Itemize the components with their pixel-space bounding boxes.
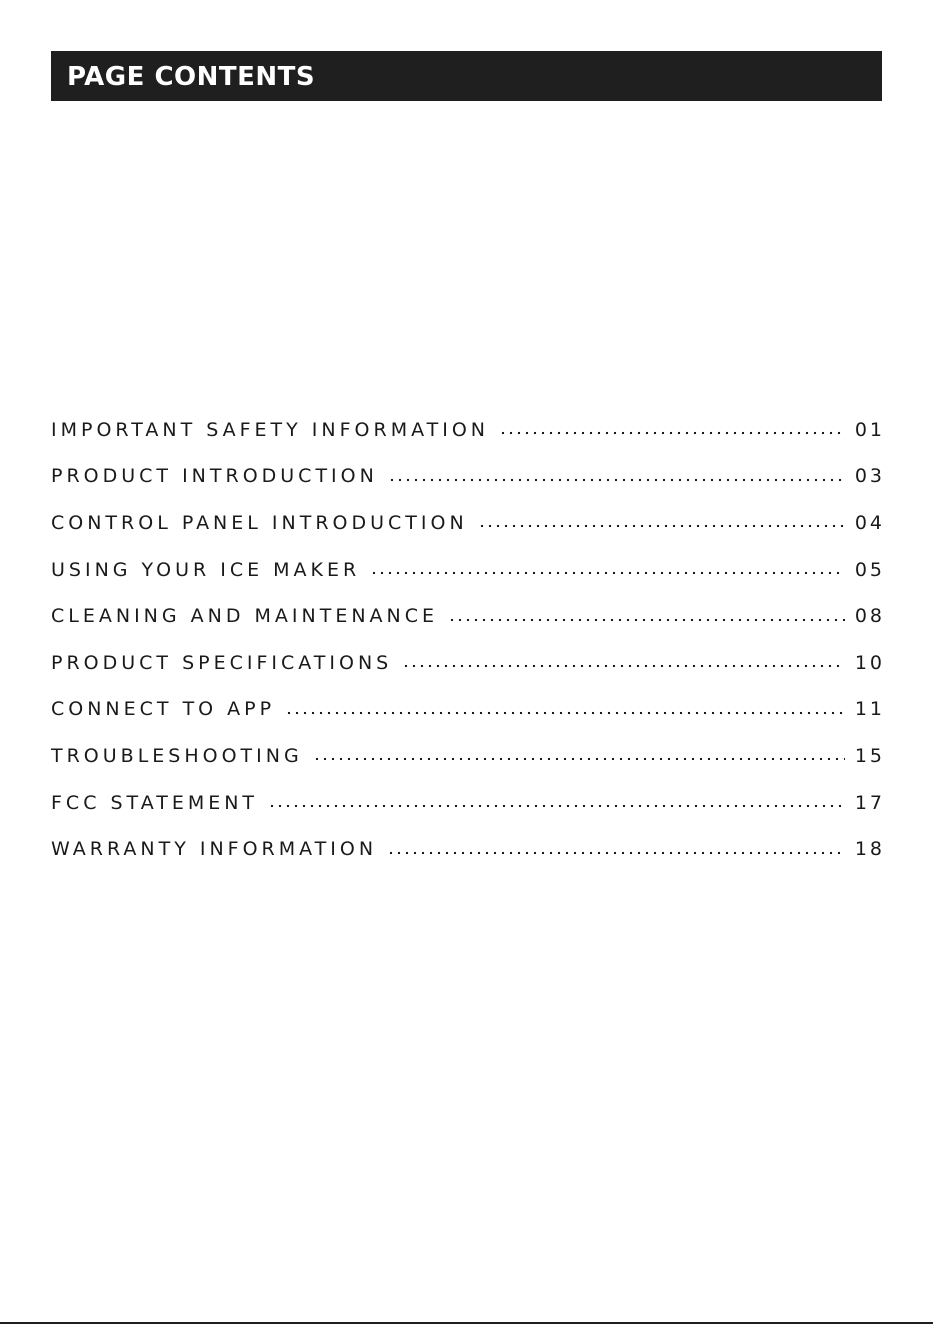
toc-entry-title: IMPORTANT SAFETY INFORMATION bbox=[51, 418, 490, 441]
toc-entry-product-specifications[interactable] bbox=[51, 640, 885, 687]
toc-entry-page-number: 11 bbox=[854, 698, 885, 721]
toc-entry-title: PRODUCT INTRODUCTION bbox=[51, 465, 378, 488]
toc-entry-connect-to-app[interactable] bbox=[51, 687, 885, 734]
toc-entry-page-number: 03 bbox=[854, 465, 885, 488]
toc-entry-title: USING YOUR ICE MAKER bbox=[51, 558, 361, 581]
dot-leader bbox=[402, 664, 845, 668]
dot-leader bbox=[388, 478, 845, 482]
toc-entry-title: PRODUCT SPECIFICATIONS bbox=[51, 651, 393, 674]
dot-leader bbox=[268, 804, 845, 808]
toc-entry-using-your-ice-maker[interactable] bbox=[51, 547, 885, 594]
dot-leader bbox=[285, 711, 845, 715]
toc-entry-product-introduction[interactable] bbox=[51, 454, 885, 501]
toc-entry-title: CONNECT TO APP bbox=[51, 698, 276, 721]
toc-entry-page-number: 05 bbox=[854, 558, 885, 581]
toc-entry-warranty-information[interactable] bbox=[51, 826, 885, 873]
toc-entry-page-number: 18 bbox=[854, 838, 885, 861]
toc-entry-fcc-statement[interactable] bbox=[51, 780, 885, 827]
toc-entry-control-panel-introduction[interactable] bbox=[51, 500, 885, 547]
toc-entry-page-number: 15 bbox=[854, 744, 885, 767]
toc-entry-cleaning-and-maintenance[interactable] bbox=[51, 593, 885, 640]
toc-entry-page-number: 01 bbox=[854, 418, 885, 441]
toc-entry-page-number: 17 bbox=[854, 791, 885, 814]
toc-entry-troubleshooting[interactable] bbox=[51, 733, 885, 780]
toc-entry-title: CONTROL PANEL INTRODUCTION bbox=[51, 511, 468, 534]
toc-entry-page-number: 08 bbox=[854, 605, 885, 628]
dot-leader bbox=[370, 571, 845, 575]
page-contents-header bbox=[51, 51, 882, 101]
toc-entry-title: FCC STATEMENT bbox=[51, 791, 259, 814]
toc-entry-page-number: 04 bbox=[854, 511, 885, 534]
toc-entry-important-safety-information[interactable] bbox=[51, 407, 885, 454]
page-title: PAGE CONTENTS bbox=[67, 62, 316, 92]
toc-entry-title: WARRANTY INFORMATION bbox=[51, 838, 378, 861]
toc-entry-title: TROUBLESHOOTING bbox=[51, 744, 303, 767]
dot-leader bbox=[478, 524, 845, 528]
dot-leader bbox=[313, 757, 845, 761]
table-of-contents bbox=[51, 407, 885, 873]
toc-entry-title: CLEANING AND MAINTENANCE bbox=[51, 605, 439, 628]
toc-entry-page-number: 10 bbox=[854, 651, 885, 674]
dot-leader bbox=[448, 618, 845, 622]
dot-leader bbox=[499, 431, 845, 435]
dot-leader bbox=[387, 851, 845, 855]
